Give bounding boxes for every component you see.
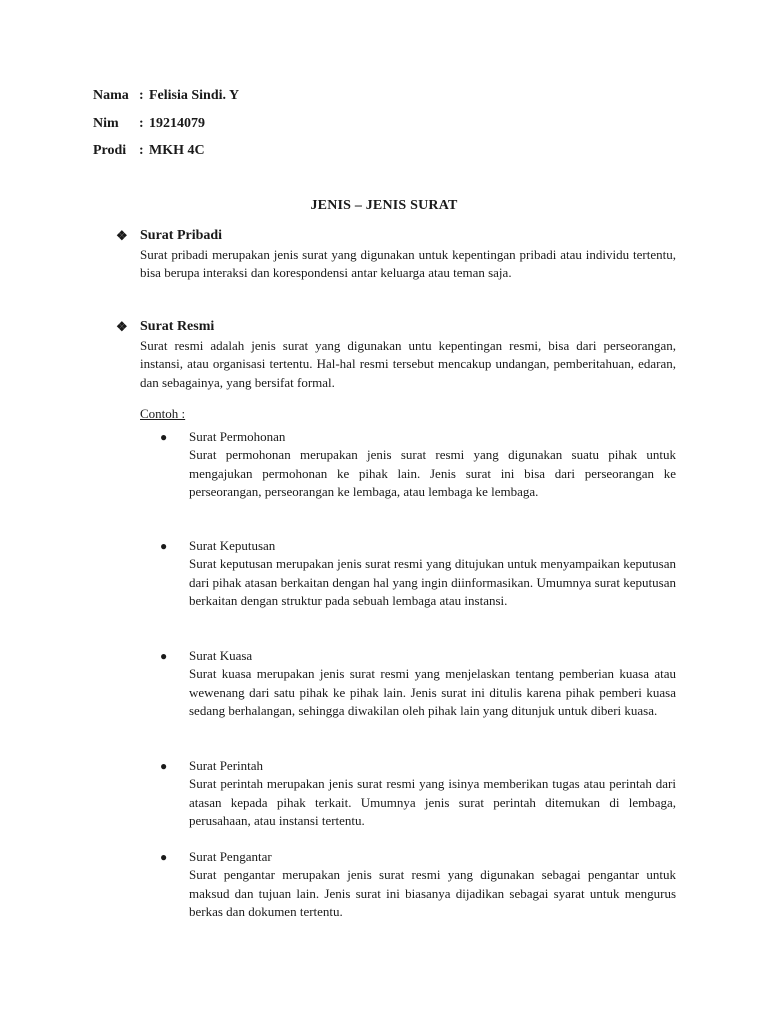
example-body: Surat kuasa merupakan jenis surat resmi yang menjelaskan tentang pemberian kuasa atau wewenang dari satu pihak ke pihak lain. Jenis surat ini ditulis karena pihak pemberi kuasa sedang berhalangan, sehingga diwakilan oleh pihak lain yang ditunjuk untuk diberi kuasa. xyxy=(189,666,676,719)
diamond-bullet-icon: ❖ xyxy=(116,319,128,334)
example-item xyxy=(160,647,676,721)
section-heading xyxy=(116,317,676,337)
identity-row-nim xyxy=(93,114,239,142)
example-content xyxy=(189,757,676,831)
example-title: Surat Perintah xyxy=(189,758,264,773)
round-bullet-icon: ● xyxy=(160,850,168,864)
example-body: Surat permohonan merupakan jenis surat resmi yang digunakan suatu pihak untuk mengajukan permohonan ke pihak lain. Jenis surat ini bisa dari perseorangan ke perseorangan, perseorangan ke lembaga, atau lembaga ke lembaga. xyxy=(189,447,676,500)
identity-row-nama xyxy=(93,86,239,114)
diamond-bullet-icon: ❖ xyxy=(116,228,128,243)
example-title: Surat Keputusan xyxy=(189,538,276,553)
document-title: JENIS – JENIS SURAT xyxy=(310,198,458,213)
example-body: Surat perintah merupakan jenis surat resmi yang isinya memberikan tugas atau perintah dari atasan kepada pihak terkait. Umumnya jenis surat perintah ditemukan di lembaga, perusahaan, atau instansi tertentu. xyxy=(189,776,676,829)
prodi-value: MKH 4C xyxy=(149,143,205,158)
separator: : xyxy=(139,115,144,131)
identity-row-prodi xyxy=(93,141,239,169)
example-body: Surat keputusan merupakan jenis surat resmi yang ditujukan untuk menyampaikan keputusan dari pihak atasan berkaitan dengan hal yang ingin diinformasikan. Umumnya surat keputusan berkaitan dengan struktur pada sebuah lembaga atau instansi. xyxy=(189,556,676,609)
example-title: Surat Permohonan xyxy=(189,429,286,444)
section-heading-text: Surat Pribadi xyxy=(140,228,223,243)
example-item xyxy=(160,428,676,502)
prodi-label: Prodi xyxy=(93,143,127,158)
section-body: Surat pribadi merupakan jenis surat yang digunakan untuk kepentingan pribadi atau individu tertentu, bisa berupa interaksi dan korespondensi antar keluarga atau teman saja. xyxy=(140,247,676,281)
separator: : xyxy=(139,143,144,158)
section-surat-pribadi xyxy=(116,226,676,283)
example-content xyxy=(189,537,676,611)
contoh-label: Contoh : xyxy=(140,406,186,421)
round-bullet-icon: ● xyxy=(160,649,168,663)
nim-value: 19214079 xyxy=(149,115,205,131)
round-bullet-icon: ● xyxy=(160,430,168,444)
section-heading xyxy=(116,226,676,246)
section-surat-resmi xyxy=(116,317,676,392)
round-bullet-icon: ● xyxy=(160,759,168,773)
nim-label: Nim xyxy=(93,115,119,131)
nama-label: Nama xyxy=(93,88,129,103)
example-item xyxy=(160,848,676,922)
example-body: Surat pengantar merupakan jenis surat resmi yang digunakan sebagai pengantar untuk maksud dan tujuan lain. Jenis surat ini biasanya dijadikan sebagai syarat untuk mengurus berkas dan dokumen tertentu. xyxy=(189,867,676,920)
student-identity xyxy=(93,86,239,169)
section-heading-text: Surat Resmi xyxy=(140,319,215,334)
example-content xyxy=(189,848,676,922)
example-item xyxy=(160,537,676,611)
round-bullet-icon: ● xyxy=(160,539,168,553)
example-title: Surat Kuasa xyxy=(189,648,253,663)
separator: : xyxy=(139,88,144,103)
example-content xyxy=(189,428,676,502)
example-title: Surat Pengantar xyxy=(189,849,272,864)
example-item xyxy=(160,757,676,831)
example-content xyxy=(189,647,676,721)
section-body: Surat resmi adalah jenis surat yang digunakan untu kepentingan resmi, bisa dari perseorangan, instansi, atau organisasi tertentu. Hal-hal resmi tersebut mencakup undangan, pemberitahuan, edaran, dan sebagainya, yang bersifat formal. xyxy=(140,338,676,390)
nama-value: Felisia Sindi. Y xyxy=(149,88,240,103)
